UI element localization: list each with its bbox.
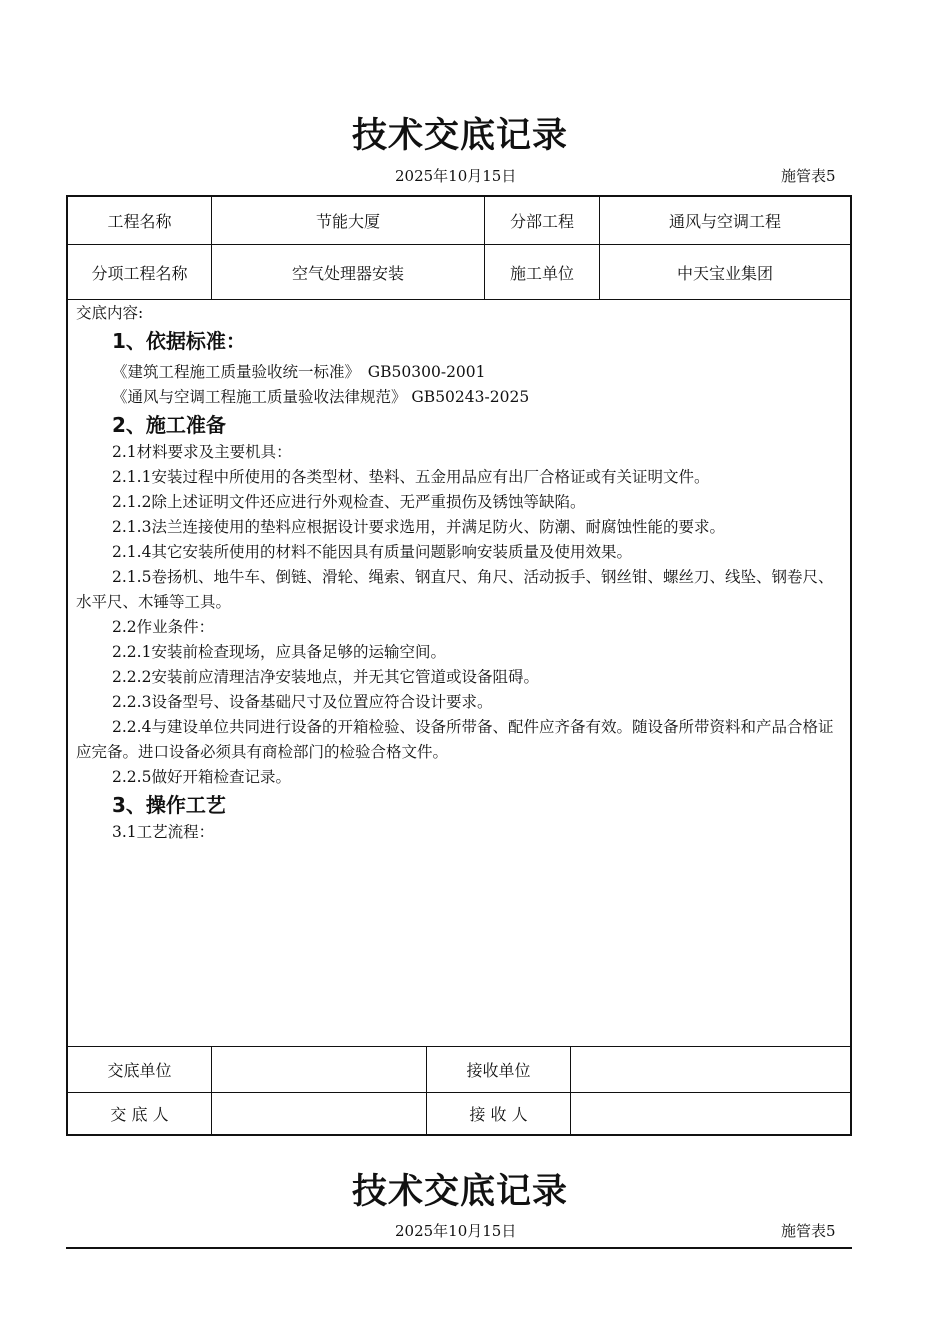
subitem-value: 空气处理器安装 [291,263,404,283]
section-heading-standards: 1、依据标准： [112,329,246,353]
section-heading-process: 3、操作工艺 [112,793,226,817]
paragraph: 2.1.1安装过程中所使用的各类型材、垫料、五金用品应有出厂合格证或有关证明文件。 [112,468,710,486]
discloser-label: 交 底 人 [110,1105,169,1124]
paragraph: 2.1.4其它安装所使用的材料不能因具有质量问题影响安装质量及使用效果。 [112,543,632,561]
contractor-value: 中天宝业集团 [676,263,773,283]
receiving-unit-value[interactable] [571,1047,850,1092]
standard-line: 《建筑工程施工质量验收统一标准》 GB50300-2001 [112,363,486,381]
page-title-2: 技术交底记录 [351,1172,568,1212]
form-number-2: 施管表5 [781,1222,836,1240]
standard-line: 《通风与空调工程施工质量验收法律规范》 GB50243-2025 [112,388,530,406]
paragraph: 3.1工艺流程： [112,823,215,841]
paragraph: 2.1.3法兰连接使用的垫料应根据设计要求选用，并满足防火、防潮、耐腐蚀性能的要求。 [112,518,725,536]
division-label: 分部工程 [509,212,574,231]
subitem-label: 分项工程名称 [91,263,188,283]
paragraph: 2.2.5做好开箱检查记录。 [112,768,291,786]
receiver-value[interactable] [571,1093,850,1134]
paragraph: 2.2作业条件： [112,618,215,636]
paragraph: 2.1材料要求及主要机具： [112,443,292,461]
form-top-border [66,1247,852,1249]
paragraph: 2.2.1安装前检查现场，应具备足够的运输空间。 [112,643,446,661]
paragraph: 2.2.2安装前应清理洁净安装地点，并无其它管道或设备阻碍。 [112,668,539,686]
disclosing-unit-value[interactable] [212,1047,426,1092]
division-value: 通风与空调工程 [668,212,781,231]
project-name-label: 工程名称 [107,212,172,231]
disclosure-content [76,301,844,845]
record-form [66,195,852,1136]
contractor-label: 施工单位 [509,263,574,283]
paragraph: 2.2.3设备型号、设备基础尺寸及位置应符合设计要求。 [112,693,493,711]
discloser-value[interactable] [212,1093,426,1134]
record-date: 2025年10月15日 [395,167,517,185]
paragraph: 2.1.5卷扬机、地牛车、倒链、滑轮、绳索、钢直尺、角尺、活动扳手、钢丝钳、螺丝刀、线坠、钢卷尺、水平尺、木锤等工具。 [76,568,834,611]
disclosing-unit-label: 交底单位 [107,1061,172,1080]
form-number: 施管表5 [781,167,836,185]
record-date-2: 2025年10月15日 [395,1222,517,1240]
paragraph: 2.2.4与建设单位共同进行设备的开箱检验、设备所带备、配件应齐备有效。随设备所带资料和产品合格证应完备。进口设备必须具有商检部门的检验合格文件。 [76,718,834,761]
project-name-value: 节能大厦 [315,212,380,231]
section-heading-preparation: 2、施工准备 [112,413,226,437]
content-intro: 交底内容: [76,304,144,322]
receiving-unit-label: 接收单位 [466,1061,531,1080]
paragraph: 2.1.2除上述证明文件还应进行外观检查、无严重损伤及锈蚀等缺陷。 [112,493,586,511]
page-title: 技术交底记录 [351,116,568,156]
receiver-label: 接 收 人 [469,1105,528,1124]
